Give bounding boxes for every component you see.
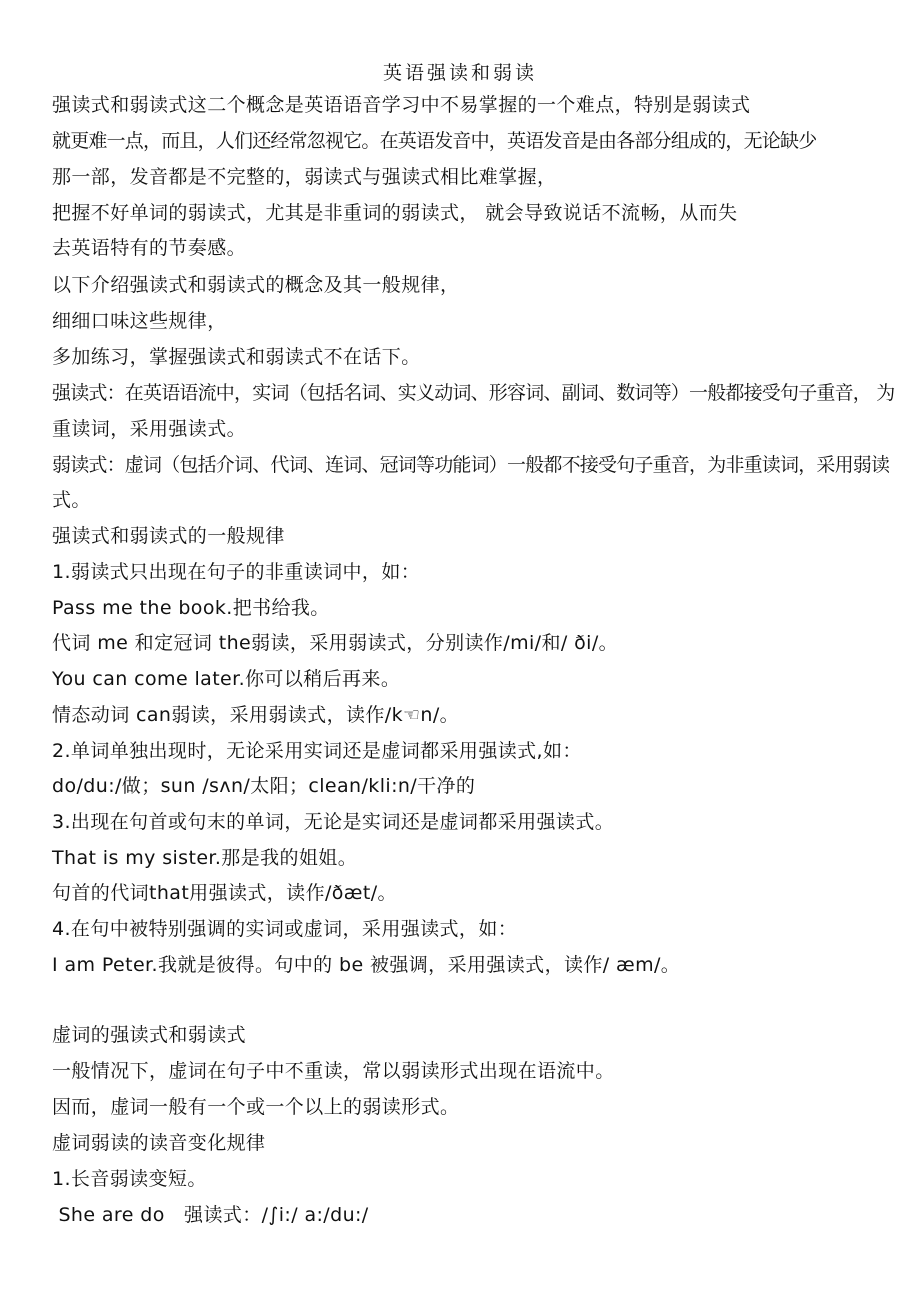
section-heading: 虚词的强读式和弱读式 <box>52 1024 247 1046</box>
rule-line: 1.弱读式只出现在句子的非重读词中，如： <box>52 561 421 583</box>
paragraph-line: 因而，虚词一般有一个或一个以上的弱读形式。 <box>52 1096 460 1118</box>
paragraph-line: 那一部，发音都是不完整的，弱读式与强读式相比难掌握， <box>52 166 557 188</box>
rule-line: 2.单词单独出现时，无论采用实词还是虚词都采用强读式,如： <box>52 740 582 762</box>
paragraph-line: 就更难一点，而且，人们还经常忽视它。在英语发音中，英语发音是由各部分组成的，无论缺少 <box>52 130 817 152</box>
rule-line: 1.长音弱读变短。 <box>52 1168 207 1190</box>
definition-line: 式。 <box>52 489 91 511</box>
paragraph-line: 强读式和弱读式这二个概念是英语语音学习中不易掌握的一个难点，特别是弱读式 <box>52 94 751 116</box>
paragraph-line: 把握不好单词的弱读式，尤其是非重词的弱读式， 就会导致说话不流畅，从而失 <box>52 202 738 224</box>
paragraph-line: 一般情况下，虚词在句子中不重读，常以弱读形式出现在语流中。 <box>52 1060 615 1082</box>
example-line: That is my sister.那是我的姐姐。 <box>52 847 358 869</box>
example-line: She are do 强读式：/∫i:/ a:/du:/ <box>52 1204 369 1226</box>
rule-line: 3.出现在句首或句末的单词，无论是实词还是虚词都采用强读式。 <box>52 811 615 833</box>
paragraph-line: 细细口味这些规律， <box>52 310 227 332</box>
document-title: 英语强读和弱读 <box>382 62 537 84</box>
paragraph-line: 以下介绍强读式和弱读式的概念及其一般规律， <box>52 274 460 296</box>
example-line: I am Peter.我就是彼得。句中的 be 被强调，采用强读式，读作/ æm/。 <box>52 954 681 976</box>
paragraph-line: 多加练习，掌握强读式和弱读式不在话下。 <box>52 346 421 368</box>
example-line: You can come later.你可以稍后再来。 <box>52 668 401 690</box>
explanation-line: 句首的代词that用强读式，读作/ðæt/。 <box>52 882 397 904</box>
explanation-line: 代词 me 和定冠词 the弱读，采用弱读式，分别读作/mi/和/ ði/。 <box>52 632 619 654</box>
definition-line: 强读式：在英语语流中，实词（包括名词、实义动词、形容词、副词、数词等）一般都接受句子重音， 为 <box>52 382 895 404</box>
definition-line: 弱读式：虚词（包括介词、代词、连词、冠词等功能词）一般都不接受句子重音，为非重读词，采用弱读 <box>52 454 890 476</box>
example-line: Pass me the book.把书给我。 <box>52 597 330 619</box>
paragraph-line: 去英语特有的节奏感。 <box>52 237 247 259</box>
explanation-line: 情态动词 can弱读，采用弱读式，读作/k☜n/。 <box>52 704 460 726</box>
example-line: do/du:/做；sun /sʌn/太阳；clean/kli:n/干净的 <box>52 775 476 797</box>
rule-line: 4.在句中被特别强调的实词或虚词，采用强读式，如： <box>52 918 518 940</box>
definition-line: 重读词，采用强读式。 <box>52 418 247 440</box>
section-heading: 虚词弱读的读音变化规律 <box>52 1132 266 1154</box>
section-heading: 强读式和弱读式的一般规律 <box>52 525 285 547</box>
